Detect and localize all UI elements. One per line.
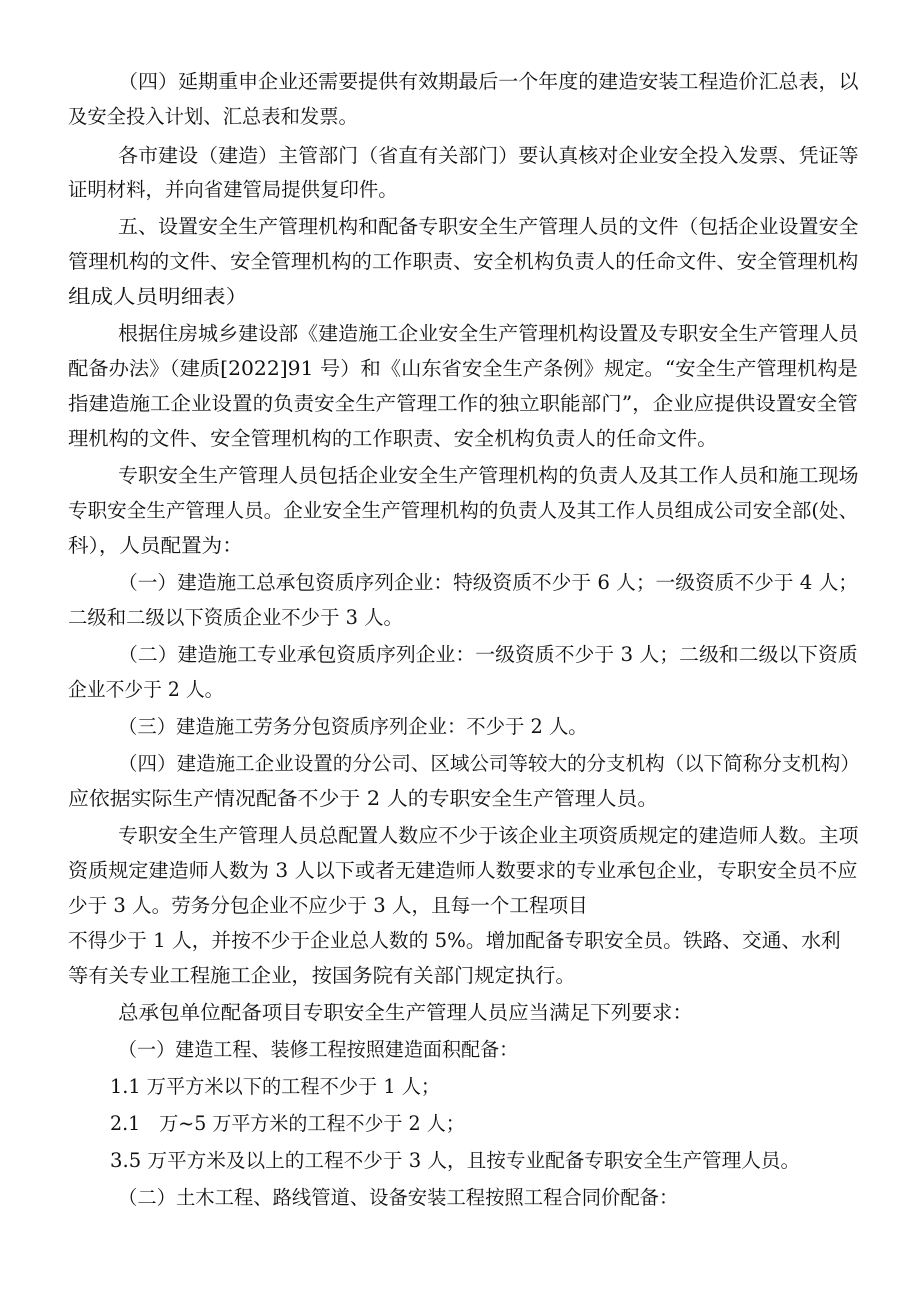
text-line: 等有关专业工程施工企业，按国务院有关部门规定执行。 — [68, 964, 576, 987]
text-line: 专职安全生产管理人员包括企业安全生产管理机构的负责人及其工作人员和施工现场 — [118, 464, 859, 487]
text-line: 不得少于 1 人，并按不少于企业总人数的 5%。增加配备专职安全员。铁路、交通、水利 — [68, 929, 841, 952]
text-line: （四）建造施工企业设置的分公司、区域公司等较大的分支机构（以下简称分支机构） — [118, 752, 860, 775]
text-line: 二级和二级以下资质企业不少于 3 人。 — [68, 606, 403, 629]
text-line: 管理机构的文件、安全管理机构的工作职责、安全机构负责人的任命文件、安全管理机构 — [68, 250, 859, 273]
text-line: 五、设置安全生产管理机构和配备专职安全生产管理人员的文件（包括企业设置安全 — [118, 215, 859, 238]
text-line: 应依据实际生产情况配备不少于 2 人的专职安全生产管理人员。 — [68, 787, 659, 810]
text-line: （一）建造施工总承包资质序列企业：特级资质不少于 6 人；一级资质不少于 4 人； — [118, 571, 859, 594]
text-line: 总承包单位配备项目专职安全生产管理人员应当满足下列要求： — [118, 1001, 693, 1024]
text-line: 3.5 万平方米及以上的工程不少于 3 人，且按专业配备专职安全生产管理人员。 — [110, 1149, 801, 1172]
text-line: 指建造施工企业设置的负责安全生产管理工作的独立职能部门”，企业应提供设置安全管 — [68, 392, 858, 415]
text-line: 资质规定建造师人数为 3 人以下或者无建造师人数要求的专业承包企业，专职安全员不应 — [68, 859, 858, 882]
text-line: 2.1 万~5 万平方米的工程不少于 2 人； — [110, 1112, 465, 1135]
text-line: 配备办法》（建质[2022]91 号）和《山东省安全生产条例》规定。“安全生产管理机构是 — [68, 357, 858, 380]
text-line: 各市建设（建造）主管部门（省直有关部门）要认真核对企业安全投入发票、凭证等 — [118, 144, 859, 167]
text-line: （二）建造施工专业承包资质序列企业：一级资质不少于 3 人；二级和二级以下资质 — [118, 643, 858, 666]
text-line: 少于 3 人。劳务分包企业不应少于 3 人，且每一个工程项目 — [68, 894, 588, 917]
text-line: 组成人员明细表） — [68, 285, 249, 308]
text-line: （二）土木工程、路线管道、设备安装工程按照工程合同价配备： — [118, 1186, 679, 1209]
text-line: 及安全投入计划、汇总表和发票。 — [68, 105, 358, 128]
text-line: 专职安全生产管理人员总配置人数应不少于该企业主项资质规定的建造师人数。主项 — [118, 824, 859, 847]
text-line: （四）延期重申企业还需要提供有效期最后一个年度的建造安装工程造价汇总表，以 — [118, 70, 859, 93]
text-line: 专职安全生产管理人员。企业安全生产管理机构的负责人及其工作人员组成公司安全部(处、 — [68, 499, 859, 522]
text-line: （三）建造施工劳务分包资质序列企业：不少于 2 人。 — [118, 715, 588, 738]
text-line: 证明材料，并向省建管局提供复印件。 — [68, 178, 398, 201]
text-line: 根据住房城乡建设部《建造施工企业安全生产管理机构设置及专职安全生产管理人员 — [118, 322, 859, 345]
text-line: 1.1 万平方米以下的工程不少于 1 人； — [110, 1075, 441, 1098]
text-line: 理机构的文件、安全管理机构的工作职责、安全机构负责人的任命文件。 — [68, 427, 718, 450]
text-line: 科），人员配置为： — [68, 534, 243, 557]
text-line: （一）建造工程、装修工程按照建造面积配备： — [118, 1038, 519, 1061]
text-line: 企业不少于 2 人。 — [68, 678, 224, 701]
